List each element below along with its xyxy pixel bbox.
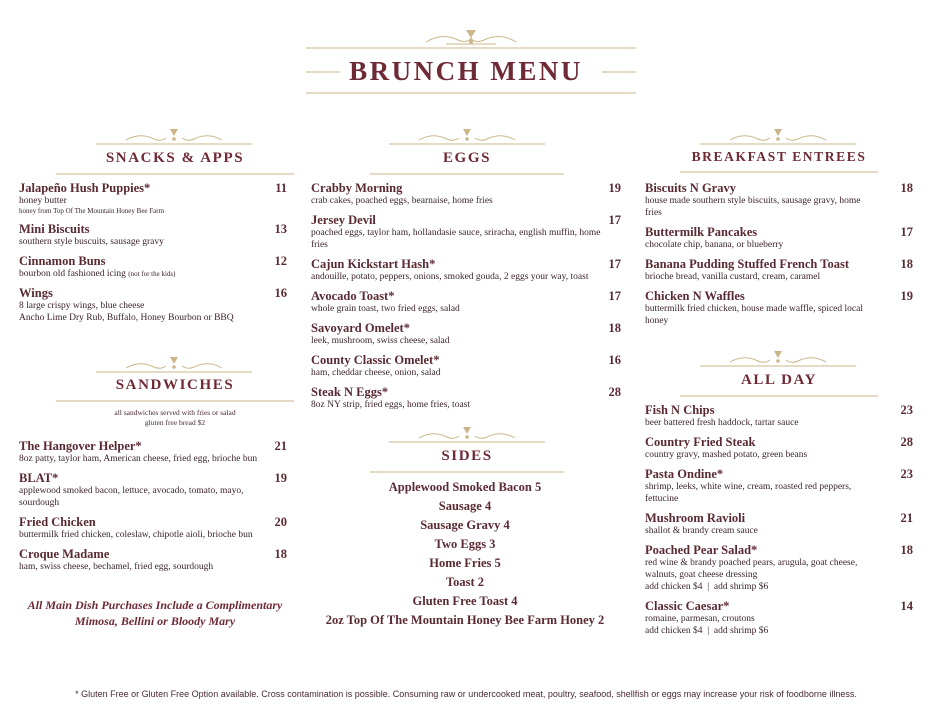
eggs-list bbox=[311, 181, 621, 417]
item-name: Country Fried Steak bbox=[645, 435, 756, 449]
item-name: Cinnamon Buns bbox=[19, 254, 106, 268]
breakfast-title: BREAKFAST ENTREES bbox=[691, 149, 867, 164]
item-desc: whole grain toast, two fried eggs, salad bbox=[311, 304, 460, 314]
item-desc: 8 large crispy wings, blue cheese bbox=[19, 301, 145, 311]
item-desc: bourbon old fashioned icing bbox=[19, 269, 126, 279]
snacks-rule bbox=[56, 172, 294, 176]
menu-item bbox=[645, 543, 913, 593]
item-desc: ham, cheddar cheese, onion, salad bbox=[311, 368, 441, 378]
item-price: 19 bbox=[274, 471, 287, 485]
item-name: Mushroom Ravioli bbox=[645, 511, 746, 525]
item-desc: ham, swiss cheese, bechamel, fried egg, sourdough bbox=[19, 562, 214, 572]
eggs-rule bbox=[370, 172, 564, 176]
sandwiches-note-line: gluten free bread $2 bbox=[144, 418, 206, 427]
breakfast-rule bbox=[680, 170, 878, 174]
sandwiches-list bbox=[19, 439, 287, 579]
item-desc: honey butter bbox=[19, 196, 67, 206]
menu-item bbox=[311, 385, 621, 411]
item-name: Wings bbox=[19, 286, 53, 300]
item-price: 23 bbox=[900, 403, 913, 417]
item-name: Cajun Kickstart Hash* bbox=[311, 257, 436, 271]
item-desc: applewood smoked bacon, lettuce, avocado, tomato, mayo, sourdough bbox=[19, 486, 244, 508]
item-desc: country gravy, mashed potato, green beans bbox=[645, 450, 808, 460]
item-price: 20 bbox=[274, 515, 287, 529]
item-desc: southern style buscuits, sausage gravy bbox=[19, 237, 164, 247]
item-name: Jersey Devil bbox=[311, 213, 376, 227]
menu-item bbox=[645, 467, 913, 505]
sandwiches-ornament bbox=[96, 354, 252, 376]
footnote: * Gluten Free or Gluten Free Option available. Cross contamination is possible. Consuming raw or undercooked meat, poultry, seafood, shellfish or eggs may increase your risk of foodborne illness. bbox=[75, 689, 857, 699]
item-desc: romaine, parmesan, croutons bbox=[645, 614, 755, 624]
allday-list bbox=[645, 403, 913, 643]
item-price: 18 bbox=[900, 257, 913, 271]
item-price: 11 bbox=[275, 181, 287, 195]
mimosa-line: All Main Dish Purchases Include a Complimentary bbox=[27, 598, 283, 612]
title-ornament-bottom bbox=[306, 90, 636, 96]
menu-item bbox=[19, 471, 287, 509]
item-name: Fish N Chips bbox=[645, 403, 715, 417]
mimosa-line: Mimosa, Bellini or Bloody Mary bbox=[74, 614, 236, 628]
item-price: 18 bbox=[274, 547, 287, 561]
sandwiches-note bbox=[56, 408, 294, 428]
item-name: Poached Pear Salad* bbox=[645, 543, 758, 557]
allday-title: ALL DAY bbox=[740, 372, 818, 388]
eggs-title: EGGS bbox=[442, 150, 492, 166]
side-item: Toast 2 bbox=[445, 575, 485, 589]
side-item: Two Eggs 3 bbox=[434, 537, 496, 551]
menu-item bbox=[19, 286, 287, 324]
item-name: Crabby Morning bbox=[311, 181, 403, 195]
item-desc: leek, mushroom, swiss cheese, salad bbox=[311, 336, 450, 346]
item-name: Pasta Ondine* bbox=[645, 467, 724, 481]
item-price: 17 bbox=[608, 213, 621, 227]
item-desc: andouille, potato, peppers, onions, smoked gouda, 2 eggs your way, toast bbox=[311, 272, 589, 282]
item-desc: poached eggs, taylor ham, hollandasie sauce, sriracha, english muffin, home fries bbox=[311, 228, 601, 250]
eggs-ornament bbox=[389, 126, 545, 148]
menu-item bbox=[645, 511, 913, 537]
item-price: 21 bbox=[274, 439, 287, 453]
item-name: The Hangover Helper* bbox=[19, 439, 142, 453]
item-desc: house made southern style biscuits, sausage gravy, home fries bbox=[645, 196, 861, 218]
menu-item bbox=[311, 181, 621, 207]
item-name: Buttermilk Pancakes bbox=[645, 225, 758, 239]
menu-item bbox=[645, 181, 913, 219]
sides-list bbox=[300, 478, 630, 630]
menu-item bbox=[19, 515, 287, 541]
menu-item bbox=[645, 289, 913, 327]
item-note: (not for the kids) bbox=[128, 270, 176, 278]
item-price: 23 bbox=[900, 467, 913, 481]
item-desc-wrap bbox=[19, 268, 287, 280]
breakfast-ornament bbox=[700, 126, 856, 148]
sandwiches-note-line: all sandwiches served with fries or salad bbox=[114, 408, 236, 417]
item-price: 19 bbox=[608, 181, 621, 195]
sandwiches-title: SANDWICHES bbox=[115, 377, 235, 393]
item-desc: red wine & brandy poached pears, arugula, goat cheese, walnuts, goat cheese dressing bbox=[645, 558, 858, 580]
item-price: 28 bbox=[900, 435, 913, 449]
breakfast-list bbox=[645, 181, 913, 333]
side-item: 2oz Top Of The Mountain Honey Bee Farm Honey 2 bbox=[325, 613, 605, 627]
allday-rule bbox=[680, 394, 878, 398]
item-desc: buttermilk fried chicken, house made waffle, spiced local honey bbox=[645, 304, 863, 326]
menu-item bbox=[645, 225, 913, 251]
item-price: 28 bbox=[608, 385, 621, 399]
item-name: BLAT* bbox=[19, 471, 59, 485]
item-name: Classic Caesar* bbox=[645, 599, 730, 613]
menu-item bbox=[645, 403, 913, 429]
item-desc: buttermilk fried chicken, coleslaw, chipotle aioli, brioche bun bbox=[19, 530, 253, 540]
menu-item bbox=[311, 289, 621, 315]
item-name: Biscuits N Gravy bbox=[645, 181, 736, 195]
menu-item bbox=[645, 435, 913, 461]
snacks-list bbox=[19, 181, 287, 330]
item-price: 12 bbox=[274, 254, 287, 268]
menu-item bbox=[311, 321, 621, 347]
item-name: Steak N Eggs* bbox=[311, 385, 389, 399]
item-price: 16 bbox=[608, 353, 621, 367]
item-name: Savoyard Omelet* bbox=[311, 321, 410, 335]
item-name: Croque Madame bbox=[19, 547, 110, 561]
item-desc: crab cakes, poached eggs, bearnaise, home fries bbox=[311, 196, 493, 206]
menu-item bbox=[19, 181, 287, 216]
snacks-title: SNACKS & APPS bbox=[105, 150, 245, 166]
item-desc: shallot & brandy cream sauce bbox=[645, 526, 758, 536]
item-price: 17 bbox=[608, 289, 621, 303]
item-name: County Classic Omelet* bbox=[311, 353, 440, 367]
item-desc: brioche bread, vanilla custard, cream, caramel bbox=[645, 272, 821, 282]
side-item: Home Fries 5 bbox=[429, 556, 501, 570]
side-item: Sausage Gravy 4 bbox=[420, 518, 510, 532]
item-price: 17 bbox=[900, 225, 913, 239]
item-name: Mini Biscuits bbox=[19, 222, 90, 236]
allday-ornament bbox=[700, 348, 856, 370]
item-price: 18 bbox=[900, 181, 913, 195]
menu-item bbox=[19, 439, 287, 465]
item-price: 18 bbox=[608, 321, 621, 335]
item-name: Fried Chicken bbox=[19, 515, 96, 529]
side-item: Sausage 4 bbox=[438, 499, 492, 513]
menu-item bbox=[19, 254, 287, 280]
sides-ornament bbox=[389, 424, 545, 446]
item-desc: chocolate chip, banana, or blueberry bbox=[645, 240, 784, 250]
menu-item bbox=[311, 213, 621, 251]
item-price: 18 bbox=[900, 543, 913, 557]
page-title: BRUNCH MENU bbox=[349, 56, 583, 86]
item-desc-options: Ancho Lime Dry Rub, Buffalo, Honey Bourbon or BBQ bbox=[19, 313, 234, 323]
item-name: Banana Pudding Stuffed French Toast bbox=[645, 257, 849, 271]
item-price: 17 bbox=[608, 257, 621, 271]
menu-item bbox=[645, 257, 913, 283]
item-price: 16 bbox=[274, 286, 287, 300]
item-desc: 8oz patty, taylor ham, American cheese, fried egg, brioche bun bbox=[19, 454, 258, 464]
item-desc: beer battered fresh haddock, tartar sauce bbox=[645, 418, 799, 428]
item-price: 21 bbox=[900, 511, 913, 525]
sandwiches-rule bbox=[56, 399, 294, 403]
menu-item bbox=[311, 257, 621, 283]
item-price: 13 bbox=[274, 222, 287, 236]
snacks-ornament bbox=[96, 126, 252, 148]
item-addons: add chicken $4 | add shrimp $6 bbox=[645, 626, 769, 636]
menu-item bbox=[19, 222, 287, 248]
item-subnote: honey from Top Of The Mountain Honey Bee Farm bbox=[19, 207, 165, 215]
item-price: 14 bbox=[900, 599, 913, 613]
title-ornament-top bbox=[306, 26, 636, 52]
menu-item bbox=[19, 547, 287, 573]
item-desc: shrimp, leeks, white wine, cream, roasted red peppers, fettucine bbox=[645, 482, 852, 504]
item-name: Jalapeño Hush Puppies* bbox=[19, 181, 151, 195]
item-desc: 8oz NY strip, fried eggs, home fries, toast bbox=[311, 400, 470, 410]
menu-item bbox=[311, 353, 621, 379]
menu-item bbox=[645, 599, 913, 637]
item-name: Avocado Toast* bbox=[311, 289, 395, 303]
item-addons: add chicken $4 | add shrimp $6 bbox=[645, 582, 769, 592]
side-item: Applewood Smoked Bacon 5 bbox=[388, 480, 542, 494]
item-name: Chicken N Waffles bbox=[645, 289, 745, 303]
side-item: Gluten Free Toast 4 bbox=[412, 594, 518, 608]
sides-rule bbox=[370, 470, 564, 474]
sides-title: SIDES bbox=[441, 448, 493, 464]
mimosa-note bbox=[16, 597, 294, 629]
item-price: 19 bbox=[900, 289, 913, 303]
